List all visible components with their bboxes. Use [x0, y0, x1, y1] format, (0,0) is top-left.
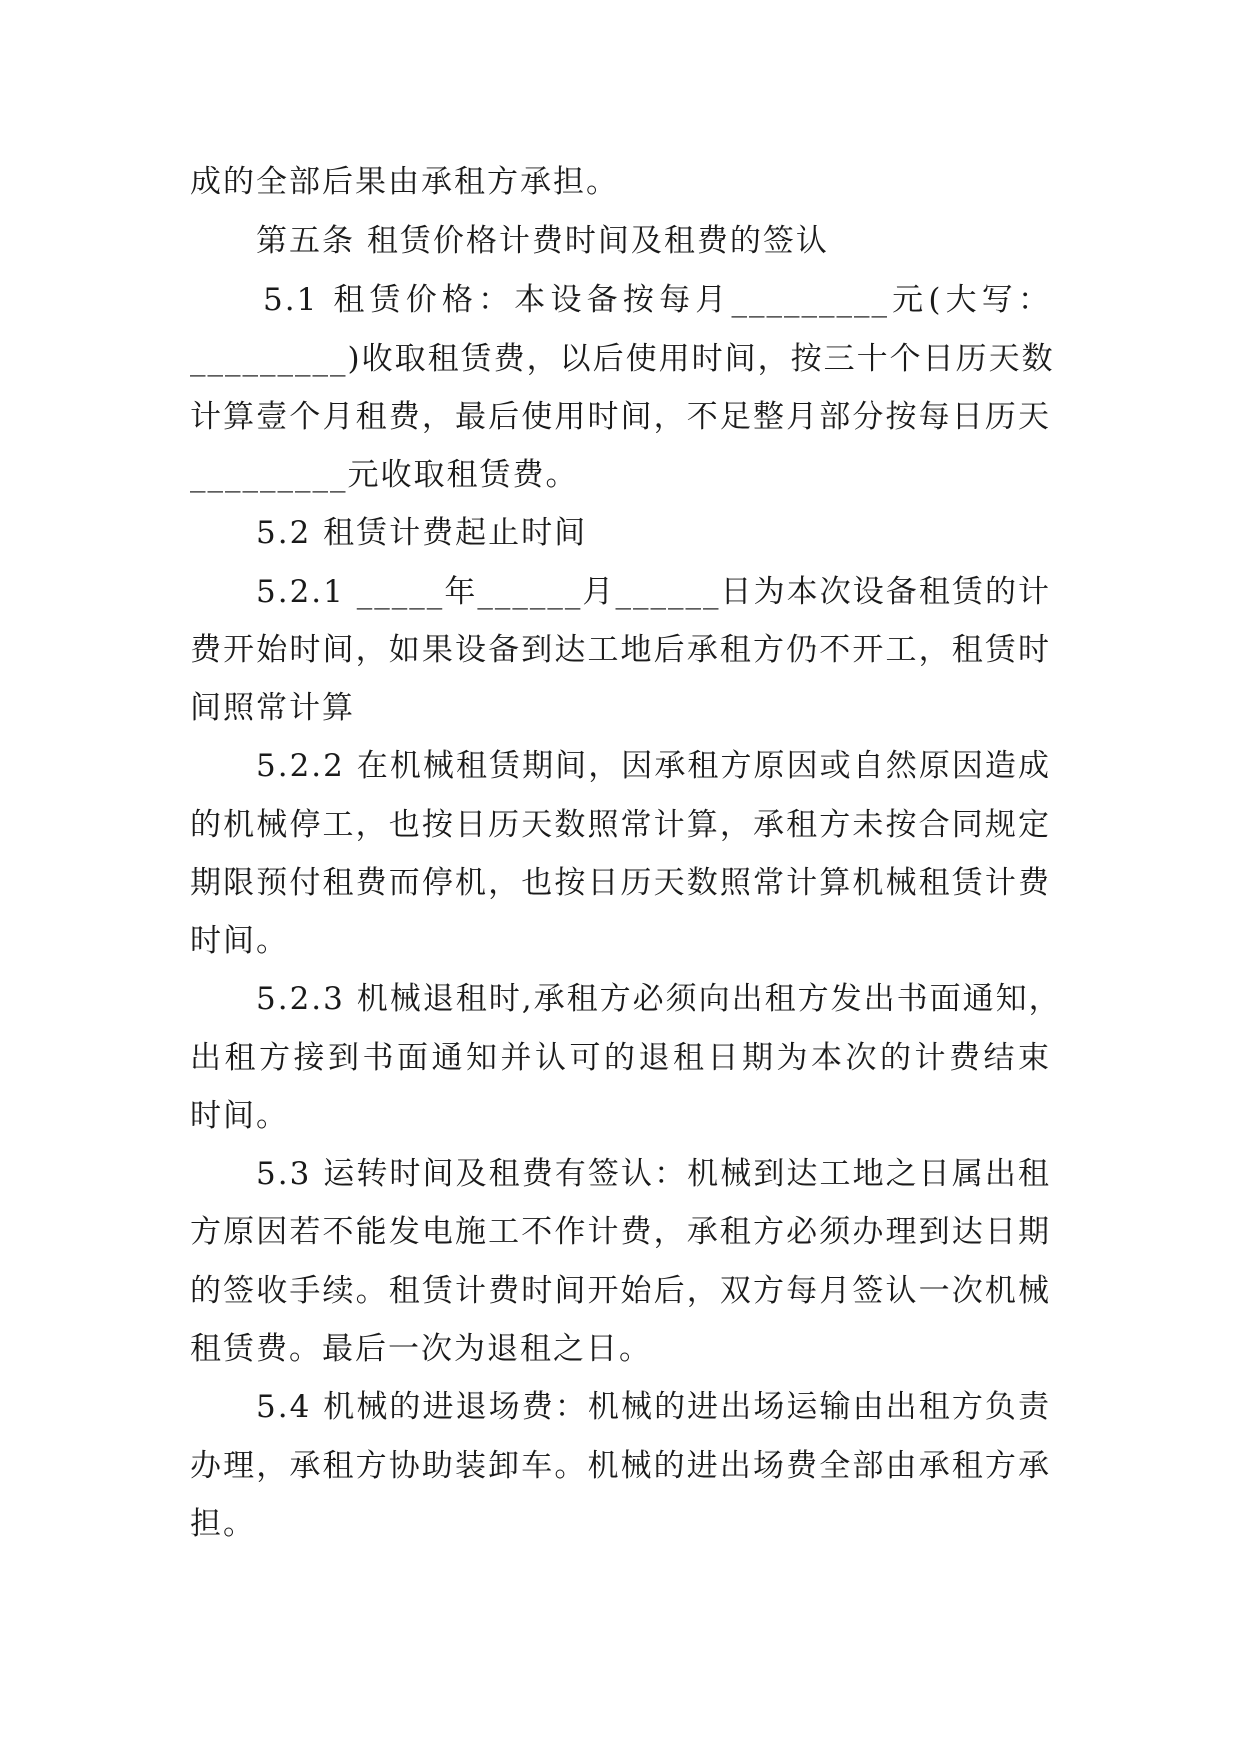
text-line: 5.3 运转时间及租费有签认：机械到达工地之日属出租: [256, 1156, 1051, 1192]
text-line: 时间。: [190, 1098, 289, 1134]
text-line: 费开始时间，如果设备到达工地后承租方仍不开工，租赁时: [190, 632, 1051, 668]
article-heading: 第五条 租赁价格计费时间及租费的签认: [256, 223, 829, 259]
text-line: 成的全部后果由承租方承担。: [190, 164, 619, 200]
text-line: 时间。: [190, 923, 289, 959]
text-line: 出租方接到书面通知并认可的退租日期为本次的计费结束: [190, 1040, 1051, 1076]
section-heading: 5.2 租赁计费起止时间: [256, 515, 588, 551]
text-line: 计算壹个月租费，最后使用时间，不足整月部分按每日历天: [190, 399, 1051, 435]
text-line: 的机械停工，也按日历天数照常计算，承租方未按合同规定: [190, 807, 1051, 843]
text-line: 5.4 机械的进退场费：机械的进出场运输由出租方负责: [256, 1389, 1051, 1425]
text-line: 5.2.3 机械退租时,承租方必须向出租方发出书面通知，: [256, 981, 1062, 1017]
text-line: _________元收取租赁费。: [190, 457, 579, 493]
text-line: 5.2.2 在机械租赁期间，因承租方原因或自然原因造成: [256, 748, 1051, 784]
text-line: 担。: [190, 1506, 256, 1542]
text-line: 的签收手续。租赁计费时间开始后，双方每月签认一次机械: [190, 1273, 1051, 1309]
text-line: 5.2.1 _____年______月______日为本次设备租赁的计: [256, 574, 1051, 610]
text-line: 5.1 租赁价格：本设备按每月_________元(大写：: [263, 282, 1051, 318]
text-line: 租赁费。最后一次为退租之日。: [190, 1331, 652, 1367]
text-line: 方原因若不能发电施工不作计费，承租方必须办理到达日期: [190, 1214, 1051, 1250]
text-line: _________)收取租赁费，以后使用时间，按三十个日历天数: [190, 341, 1055, 377]
text-line: 期限预付租费而停机，也按日历天数照常计算机械租赁计费: [190, 865, 1051, 901]
text-line: 办理，承租方协助装卸车。机械的进出场费全部由承租方承: [190, 1448, 1051, 1484]
text-line: 间照常计算: [190, 690, 355, 726]
